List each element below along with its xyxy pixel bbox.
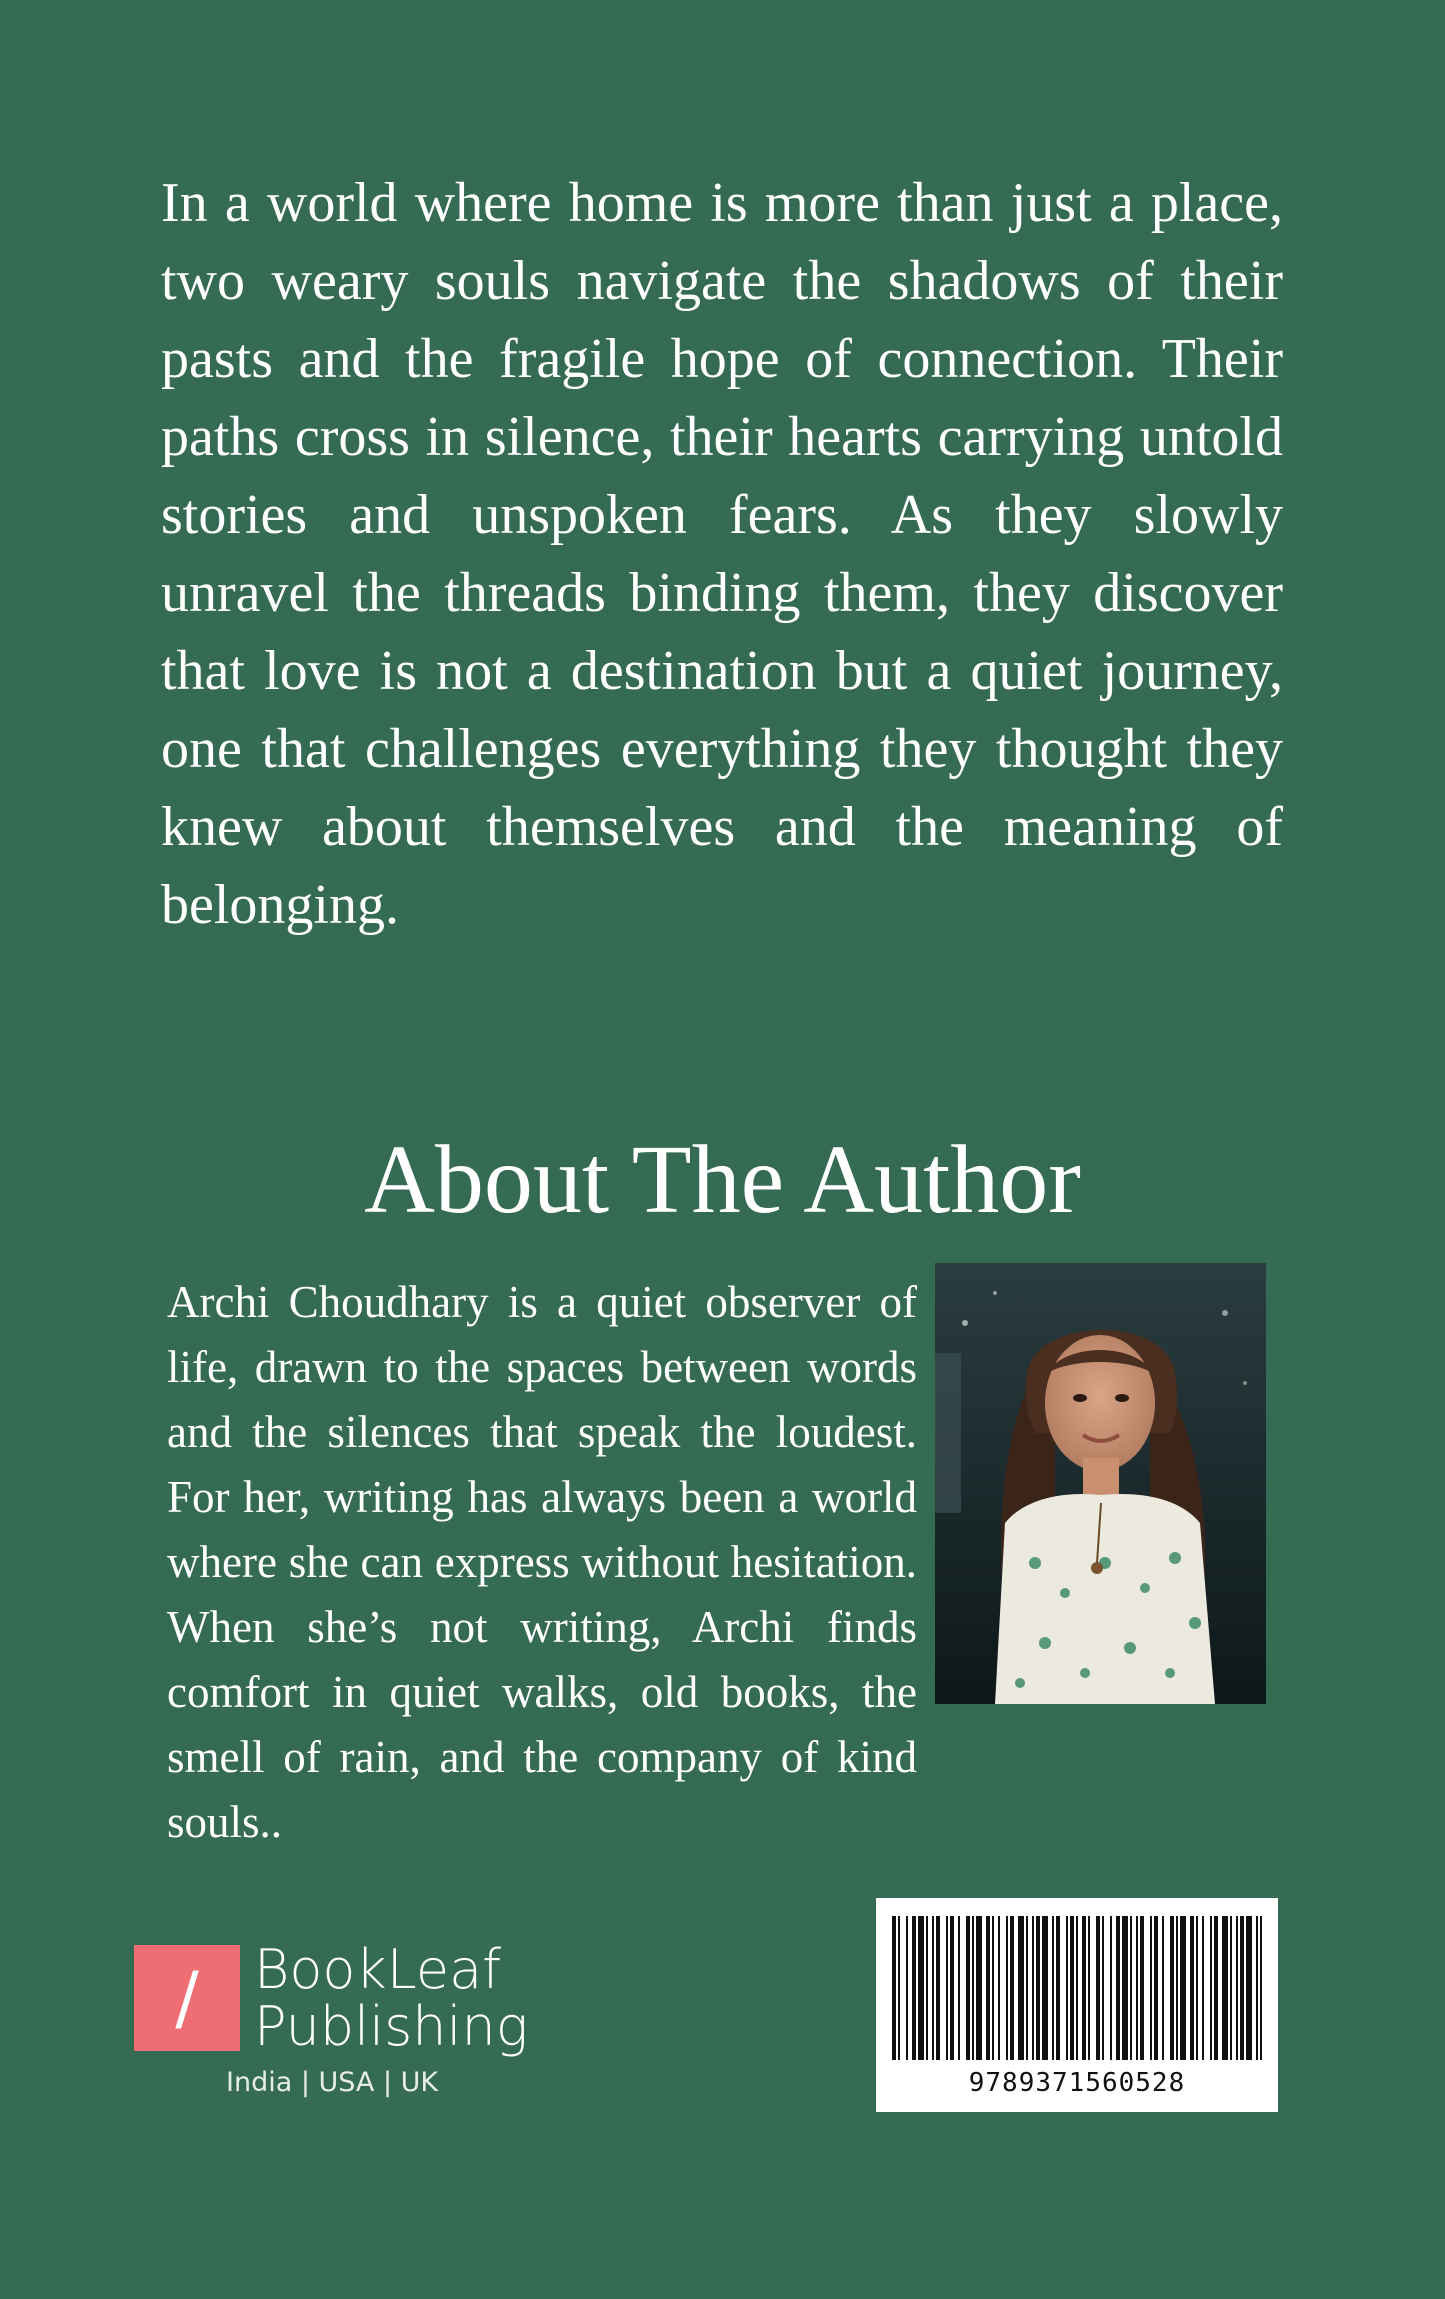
barcode-bar — [946, 1916, 948, 2060]
barcode-bar — [1056, 1916, 1060, 2060]
barcode-bar — [1176, 1916, 1178, 2060]
back-cover-blurb: In a world where home is more than just a place, two weary souls navigate the shadows of their pasts and the fragile hope of connection. Their paths cross in silence, their hearts carrying untold stories and unspoken fears. As they slowly unravel the threads binding them, they discover that love is not a destination but a quiet journey, one that challenges everything they thought they knew about themselves and the meaning of belonging. — [161, 172, 1283, 936]
isbn-number: 9789371560528 — [968, 2068, 1186, 2098]
barcode-bar — [1110, 1916, 1112, 2060]
barcode-bar — [950, 1916, 954, 2060]
isbn-barcode — [876, 1898, 1278, 2112]
barcode-bar — [1052, 1916, 1054, 2060]
barcode-bar — [1036, 1916, 1040, 2060]
barcode-bar — [1202, 1916, 1204, 2060]
barcode-bar — [1150, 1916, 1152, 2060]
barcode-bar — [1260, 1916, 1262, 2060]
barcode-bar — [1222, 1916, 1228, 2060]
barcode-bar — [1130, 1916, 1132, 2060]
barcode-bar — [1088, 1916, 1090, 2060]
barcode-bar — [1018, 1916, 1024, 2060]
barcode-bar — [1162, 1916, 1164, 2060]
barcode-bar — [972, 1916, 974, 2060]
publisher-name-line1: BookLeaf — [254, 1938, 502, 2001]
barcode-bar — [976, 1916, 982, 2060]
barcode-bar — [912, 1916, 916, 2060]
barcode-bar — [1006, 1916, 1008, 2060]
barcode-bar — [898, 1916, 900, 2060]
barcode-bar — [992, 1916, 994, 2060]
publisher-name — [254, 1938, 529, 2058]
barcode-bar — [918, 1916, 924, 2060]
publisher-logo — [134, 1938, 534, 2111]
barcode-bar — [986, 1916, 990, 2060]
barcode-bar — [958, 1916, 960, 2060]
publisher-name-line2: Publishing — [254, 1995, 529, 2058]
author-photo — [935, 1263, 1266, 1704]
barcode-bar — [1042, 1916, 1048, 2060]
barcode-bar — [1256, 1916, 1258, 2060]
about-author-heading: About The Author — [364, 1126, 1081, 1234]
barcode-bar — [1190, 1916, 1194, 2060]
barcode-bar — [936, 1916, 940, 2060]
publisher-mark-icon: / — [134, 1945, 240, 2051]
barcode-bar — [1116, 1916, 1120, 2060]
barcode-bar — [892, 1916, 896, 2060]
barcode-bar — [1170, 1916, 1174, 2060]
barcode-bar — [1066, 1916, 1068, 2060]
barcode-bar — [1070, 1916, 1074, 2060]
barcode-bar — [1010, 1916, 1014, 2060]
barcode-bar — [1122, 1916, 1128, 2060]
barcode-bar — [1082, 1916, 1086, 2060]
barcode-bar — [1230, 1916, 1232, 2060]
barcode-bar — [1140, 1916, 1144, 2060]
barcode-bar — [932, 1916, 934, 2060]
barcode-bar — [1136, 1916, 1138, 2060]
barcode-bar — [1236, 1916, 1238, 2060]
barcode-bar — [966, 1916, 970, 2060]
author-bio: Archi Choudhary is a quiet observer of life, drawn to the spaces between words and the silences that speak the loudest. For her, writing has always been a world where she can express without hesitation. When she’s not writing, Archi finds comfort in quiet walks, old books, the smell of rain, and the company of kind souls.. — [167, 1277, 917, 1847]
barcode-bar — [1076, 1916, 1078, 2060]
barcode-bar — [926, 1916, 928, 2060]
author-portrait-image — [935, 1263, 1266, 1704]
barcode-bar — [1180, 1916, 1186, 2060]
barcode-bar — [1096, 1916, 1100, 2060]
barcode-bar — [906, 1916, 908, 2060]
barcode-bar — [1240, 1916, 1244, 2060]
barcode-bar — [1026, 1916, 1028, 2060]
barcode-bar — [1154, 1916, 1158, 2060]
barcode-bar — [1214, 1916, 1218, 2060]
barcode-bar — [1246, 1916, 1252, 2060]
barcode-bar — [1032, 1916, 1034, 2060]
barcode-bar — [1210, 1916, 1212, 2060]
barcode-bar — [1196, 1916, 1198, 2060]
barcode-bar — [1102, 1916, 1104, 2060]
barcode-bar — [998, 1916, 1000, 2060]
publisher-regions: India | USA | UK — [226, 2067, 439, 2098]
